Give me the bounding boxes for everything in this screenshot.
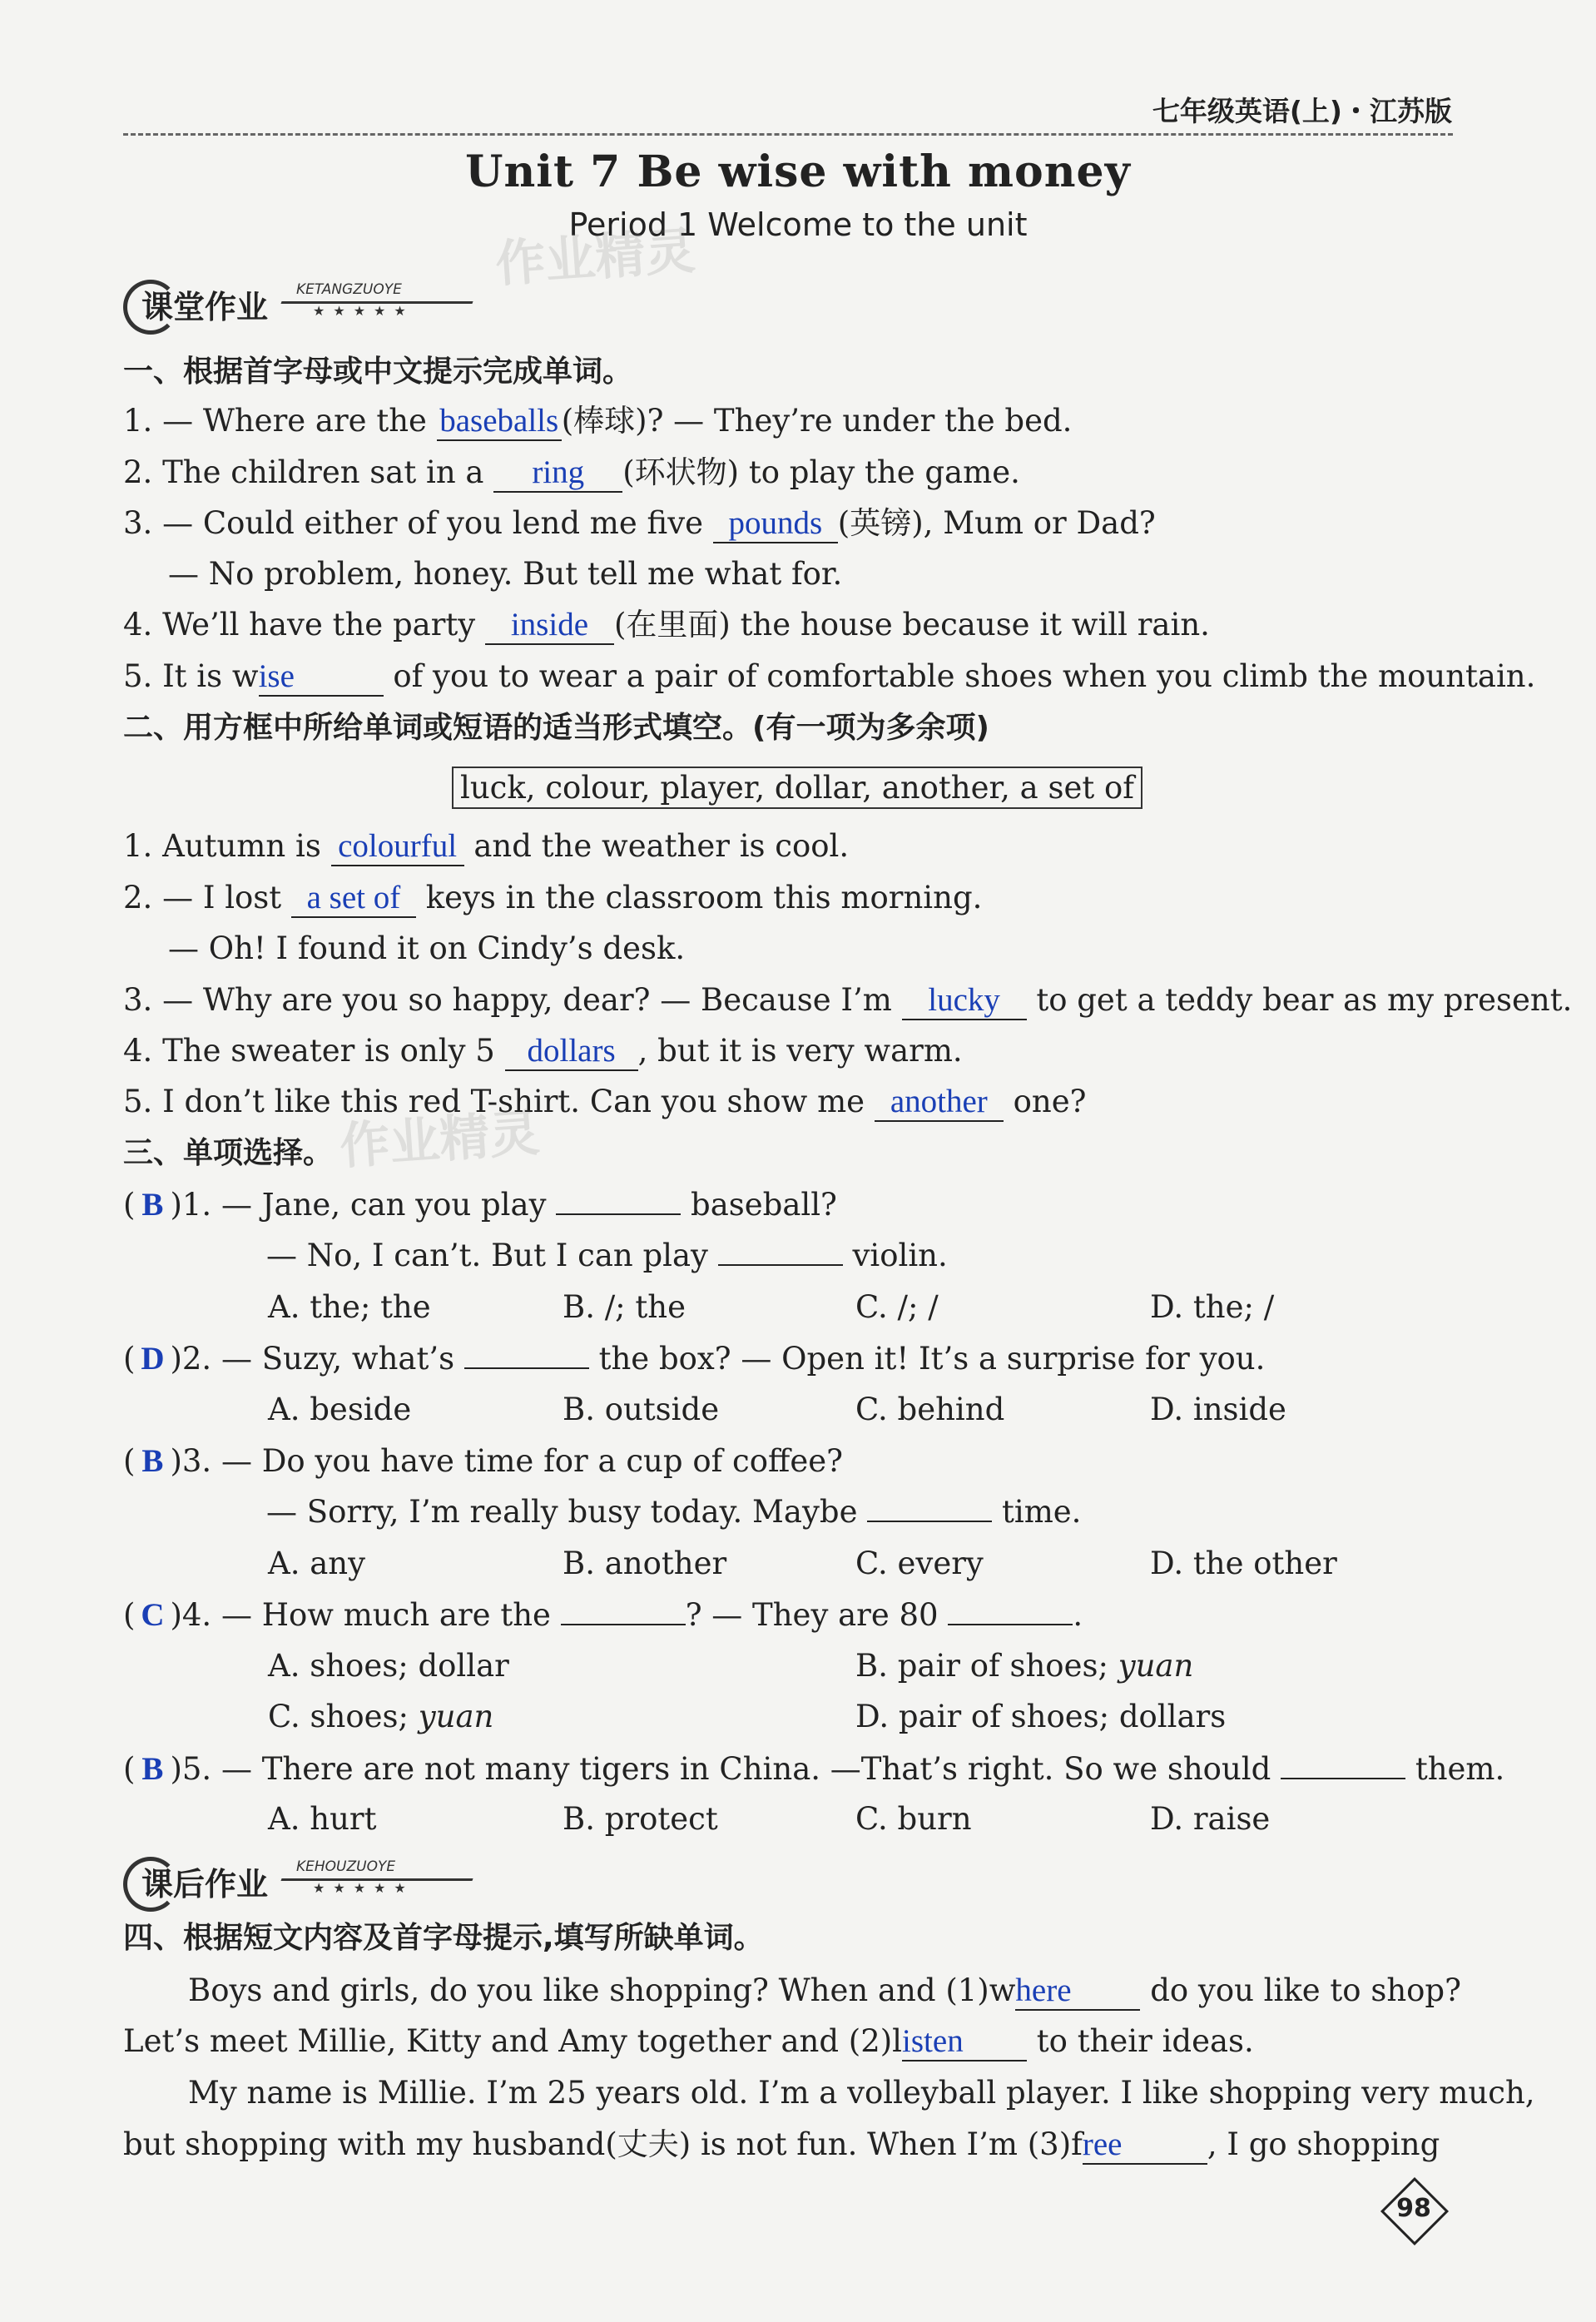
option-c: C. /; / <box>855 1289 939 1325</box>
blank-line <box>867 1521 992 1522</box>
q-text: (环状物) to play the game. <box>622 454 1020 490</box>
option-c <box>268 1699 493 1734</box>
passage-line-2 <box>123 2023 1254 2062</box>
q-text: to get a teddy bear as my present. <box>1036 982 1573 1018</box>
q-number: )1. <box>170 1187 212 1223</box>
q-text: 3. — Why are you so happy, dear? — Because I’m <box>123 982 892 1018</box>
section-2-title: 二、用方框中所给单词或短语的适当形式填空。(有一项为多余项) <box>123 711 989 745</box>
q-text: — Sorry, I’m really busy today. Maybe <box>266 1494 858 1530</box>
passage-text: Boys and girls, do you like shopping? When and (1)w <box>188 1972 1016 2008</box>
chosen-answer: C <box>141 1597 165 1633</box>
banner-label: 课堂作业 <box>141 289 269 325</box>
answer-blank: dollars <box>505 1034 638 1071</box>
q-text: the box? — Open it! It’s a surprise for you. <box>598 1341 1266 1377</box>
option-d: D. the; / <box>1150 1289 1275 1325</box>
mc-question-5: ( B )5. — There are not many tigers in China. —That’s right. So we should them. <box>123 1750 1504 1789</box>
passage-text: , I go shopping <box>1207 2126 1440 2162</box>
passage-line-3: My name is Millie. I’m 25 years old. I’m a volleyball player. I like shopping very much, <box>188 2075 1535 2111</box>
word-box: luck, colour, player, dollar, another, a set of <box>452 767 1142 809</box>
s2-question-5 <box>123 1084 1086 1122</box>
q-text: 2. The children sat in a <box>123 454 484 490</box>
period-title: Period 1 Welcome to the unit <box>568 206 1028 243</box>
q-number: )2. <box>170 1341 212 1377</box>
q-text: — No, I can’t. But I can play <box>266 1238 708 1273</box>
q-text: (棒球)? — They’re under the bed. <box>561 403 1073 439</box>
homework-banner <box>123 1852 481 1913</box>
blank-line <box>464 1367 589 1369</box>
s1-question-3-reply: — No problem, honey. But tell me what for. <box>168 556 843 592</box>
section-3-title: 三、单项选择。 <box>123 1136 334 1170</box>
option-c: C. burn <box>855 1801 972 1837</box>
q-text: (英镑), Mum or Dad? <box>837 505 1156 541</box>
q-text: — Jane, can you play <box>221 1187 547 1223</box>
q-text: , but it is very warm. <box>637 1033 963 1069</box>
mc-question-3: ( B )3. — Do you have time for a cup of coffee? <box>123 1442 843 1481</box>
answer-blank: inside <box>485 608 614 645</box>
option-text: B. pair of shoes; <box>855 1648 1118 1684</box>
q-text: — There are not many tigers in China. —That’s right. So we should <box>221 1751 1271 1787</box>
mc-question-1: ( B )1. — Jane, can you play baseball? <box>123 1186 837 1225</box>
option-text: C. shoes; <box>268 1699 419 1734</box>
option-b: B. /; the <box>563 1289 686 1325</box>
answer-blank: colourful <box>331 829 464 866</box>
chosen-answer: D <box>141 1341 165 1377</box>
answer-blank: a set of <box>291 881 416 918</box>
answer-blank: baseballs <box>437 404 562 441</box>
classwork-banner <box>123 275 481 336</box>
option-text-italic: yuan <box>1118 1648 1194 1684</box>
chosen-answer: B <box>141 1751 164 1787</box>
passage-text: do you like to shop? <box>1150 1972 1461 2008</box>
q-text: violin. <box>852 1238 948 1273</box>
q-text: one? <box>1013 1084 1087 1119</box>
section-1-title: 一、根据首字母或中文提示完成单词。 <box>123 355 633 389</box>
passage-text: to their ideas. <box>1036 2023 1254 2059</box>
q-text: keys in the classroom this morning. <box>425 880 983 915</box>
q-number: )4. <box>170 1597 212 1633</box>
q-text: 4. The sweater is only 5 <box>123 1033 495 1069</box>
banner-pinyin: KEHOUZUOYE <box>296 1858 396 1875</box>
chosen-answer: B <box>141 1443 164 1479</box>
q-text: . <box>1073 1597 1083 1633</box>
answer-blank: here <box>1015 1973 1140 2011</box>
option-b <box>855 1648 1193 1684</box>
option-a: A. any <box>268 1546 366 1581</box>
q-number: )3. <box>170 1443 212 1479</box>
blank-line <box>561 1624 686 1625</box>
s2-question-2-reply: — Oh! I found it on Cindy’s desk. <box>168 930 686 966</box>
q-text: ? — They are 80 <box>685 1597 939 1633</box>
mc-question-4: ( C )4. — How much are the ? — They are 80 . <box>123 1596 1083 1635</box>
q-text: and the weather is cool. <box>473 828 850 864</box>
book-header: 七年级英语(上)・江苏版 <box>1152 95 1452 127</box>
q-text: time. <box>1002 1494 1082 1530</box>
q-text: (在里面) the house because it will rain. <box>613 607 1210 643</box>
s2-question-3 <box>123 982 1572 1020</box>
option-c: C. behind <box>855 1392 1005 1427</box>
option-b: B. outside <box>563 1392 720 1427</box>
option-b: B. protect <box>563 1801 718 1837</box>
s1-question-4 <box>123 607 1210 645</box>
mc-question-1-line2 <box>266 1238 948 1274</box>
q-text: baseball? <box>691 1187 837 1223</box>
answer-blank: ree <box>1083 2127 1207 2165</box>
page-number-text: 98 <box>1396 2194 1431 2223</box>
passage-text: but shopping with my husband(丈夫) is not fun. When I’m (3)f <box>123 2126 1083 2162</box>
answer-blank: lucky <box>902 983 1027 1020</box>
option-d: D. the other <box>1150 1546 1337 1581</box>
option-b: B. another <box>563 1546 727 1581</box>
answer-blank: ise <box>259 659 384 697</box>
blank-line <box>556 1213 681 1215</box>
answer-blank: isten <box>902 2024 1027 2062</box>
header-divider <box>123 133 1453 136</box>
answer-blank: ring <box>493 455 622 493</box>
option-d: D. pair of shoes; dollars <box>855 1699 1227 1734</box>
mc-question-2: ( D )2. — Suzy, what’s the box? — Open it! It’s a surprise for you. <box>123 1340 1265 1379</box>
passage-text: Let’s meet Millie, Kitty and Amy together and (2)l <box>123 2023 903 2059</box>
option-a: A. the; the <box>268 1289 431 1325</box>
blank-line <box>948 1624 1073 1625</box>
option-d: D. inside <box>1150 1392 1286 1427</box>
q-text: — Do you have time for a cup of coffee? <box>221 1443 843 1479</box>
unit-title: Unit 7 Be wise with money <box>465 146 1131 197</box>
q-text: 5. It is w <box>123 658 259 694</box>
s1-question-3 <box>123 505 1156 543</box>
s2-question-2 <box>123 880 982 918</box>
option-c: C. every <box>855 1546 984 1581</box>
watermark: 作业精灵 <box>493 221 697 295</box>
option-a: A. shoes; dollar <box>268 1648 509 1684</box>
option-a: A. hurt <box>268 1801 377 1837</box>
q-text: 4. We’ll have the party <box>123 607 476 643</box>
q-number: )5. <box>170 1751 212 1787</box>
blank-line <box>718 1264 843 1266</box>
s1-question-2 <box>123 454 1020 493</box>
q-text: 3. — Could either of you lend me five <box>123 505 704 541</box>
q-text: 1. — Where are the <box>123 403 427 439</box>
watermark: 作业精灵 <box>338 1104 542 1177</box>
s2-question-4 <box>123 1033 963 1071</box>
q-text: them. <box>1415 1751 1505 1787</box>
section-4-title: 四、根据短文内容及首字母提示,填写所缺单词。 <box>123 1921 764 1955</box>
s2-question-1 <box>123 828 849 866</box>
s1-question-1 <box>123 403 1072 441</box>
answer-blank: pounds <box>713 506 838 543</box>
banner-pinyin: KETANGZUOYE <box>296 281 402 298</box>
banner-label: 课后作业 <box>141 1866 269 1903</box>
q-text: 5. I don’t like this red T-shirt. Can you show me <box>123 1084 865 1119</box>
mc-question-3-line2 <box>266 1494 1081 1531</box>
chosen-answer: B <box>141 1187 164 1223</box>
q-text: — How much are the <box>221 1597 551 1633</box>
answer-blank: another <box>875 1084 1004 1122</box>
q-text: of you to wear a pair of comfortable shoes when you climb the mountain. <box>393 658 1536 694</box>
q-text: — Suzy, what’s <box>221 1341 455 1377</box>
passage-line-4 <box>123 2126 1440 2165</box>
passage-line-1 <box>188 1972 1461 2011</box>
q-text: 2. — I lost <box>123 880 282 915</box>
option-a: A. beside <box>268 1392 412 1427</box>
banner-stars: ★★★★★ <box>313 303 414 319</box>
page-number <box>1384 2181 1444 2240</box>
q-text: 1. Autumn is <box>123 828 321 864</box>
s1-question-5 <box>123 658 1535 697</box>
option-text-italic: yuan <box>418 1699 494 1734</box>
option-d: D. raise <box>1150 1801 1271 1837</box>
banner-stars: ★★★★★ <box>313 1880 414 1896</box>
blank-line <box>1281 1778 1405 1779</box>
